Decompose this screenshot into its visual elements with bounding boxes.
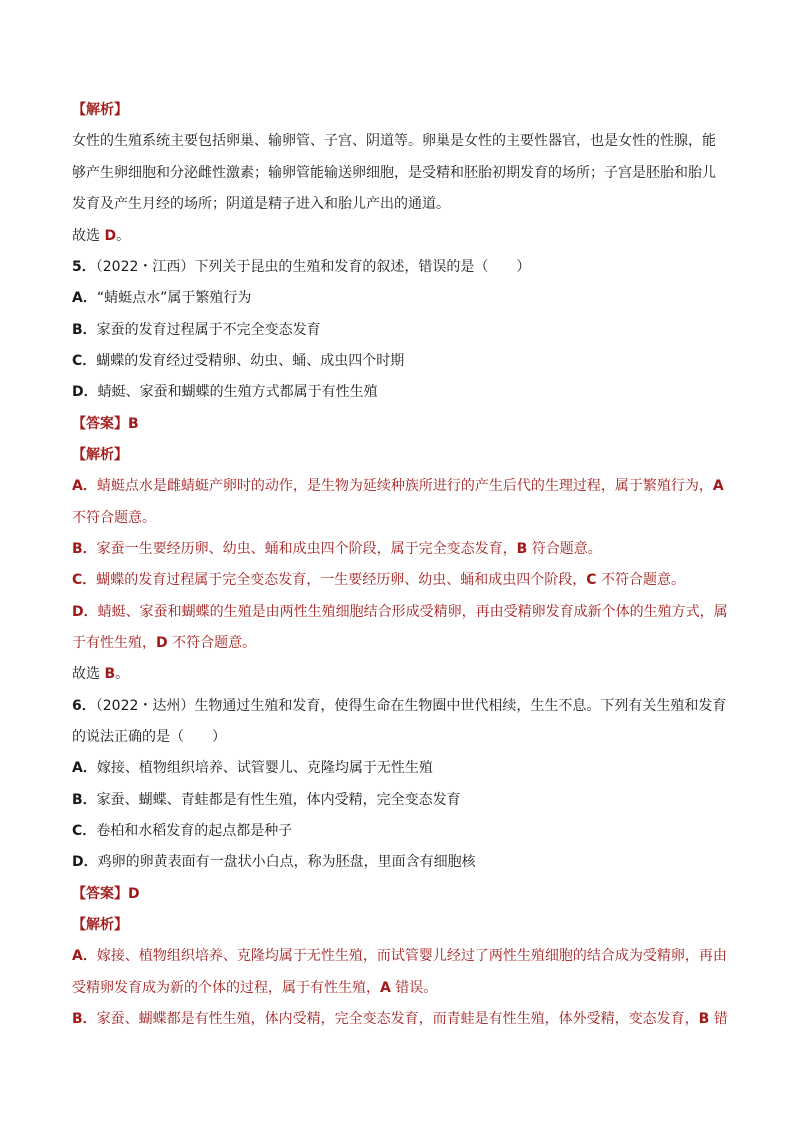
question-5-stem: 5．（2022・江西）下列关于昆虫的生殖和发育的叙述，错误的是（ ） — [72, 259, 531, 275]
question-6-stem-continued: 的说法正确的是（ ） — [72, 729, 226, 745]
analysis-text-line: D．蜻蜓、家蚕和蝴蝶的生殖是由两性生殖细胞结合形成受精卵，再由受精卵发育成新个体的生殖方式，属 — [72, 604, 728, 620]
analysis-text-line: B．家蚕、蝴蝶都是有性生殖，体内受精，完全变态发育，而青蛙是有性生殖，体外受精，变态发育，B 错 — [72, 1011, 728, 1027]
question-5-option-d: D．蜻蜓、家蚕和蝴蝶的生殖方式都属于有性生殖 — [72, 384, 378, 400]
question-6-stem: 6．（2022・达州）生物通过生殖和发育，使得生命在生物圈中世代相续，生生不息。下列有关生殖和发育 — [72, 698, 727, 714]
answer-line-q6: 【答案】D — [72, 886, 140, 902]
analysis-text-line: A．嫁接、植物组织培养、克隆均属于无性生殖，而试管婴儿经过了两性生殖细胞的结合成为受精卵，再由 — [72, 948, 727, 964]
analysis-text-line: 不符合题意。 — [72, 510, 156, 526]
analysis-text-line: C．蝴蝶的发育过程属于完全变态发育，一生要经历卵、幼虫、蛹和成虫四个阶段，C 不符合题意。 — [72, 572, 686, 588]
analysis-text-line: 够产生卵细胞和分泌雌性激素；输卵管能输送卵细胞，是受精和胚胎初期发育的场所；子宫是胚胎和胎儿 — [72, 165, 716, 181]
analysis-text-line: 女性的生殖系统主要包括卵巢、输卵管、子宫、阴道等。卵巢是女性的主要性器官，也是女性的性腺，能 — [72, 133, 716, 149]
analysis-text-line: 于有性生殖，D 不符合题意。 — [72, 635, 257, 651]
question-6-option-b: B．家蚕、蝴蝶、青蛙都是有性生殖，体内受精，完全变态发育 — [72, 792, 461, 808]
analysis-heading-q6: 【解析】 — [72, 917, 128, 933]
conclusion-line: 故选 D。 — [72, 228, 131, 244]
answer-line-q5: 【答案】B — [72, 416, 139, 432]
analysis-text-line: B．家蚕一生要经历卵、幼虫、蛹和成虫四个阶段，属于完全变态发育，B 符合题意。 — [72, 541, 602, 557]
analysis-heading-q5: 【解析】 — [72, 447, 128, 463]
analysis-text-line: A．蜻蜓点水是雌蜻蜓产卵时的动作，是生物为延续种族所进行的产生后代的生理过程，属于繁殖行为，A — [72, 478, 724, 494]
question-5-option-c: C．蝴蝶的发育经过受精卵、幼虫、蛹、成虫四个时期 — [72, 353, 405, 369]
analysis-heading-q4: 【解析】 — [72, 102, 128, 118]
analysis-text-line: 发育及产生月经的场所；阴道是精子进入和胎儿产出的通道。 — [72, 196, 450, 212]
question-6-option-a: A．嫁接、植物组织培养、试管婴儿、克隆均属于无性生殖 — [72, 760, 433, 776]
conclusion-line: 故选 B。 — [72, 666, 130, 682]
question-6-option-c: C．卷柏和水稻发育的起点都是种子 — [72, 823, 293, 839]
analysis-text-line: 受精卵发育成为新的个体的过程，属于有性生殖，A 错误。 — [72, 980, 438, 996]
question-6-option-d: D．鸡卵的卵黄表面有一盘状小白点，称为胚盘，里面含有细胞核 — [72, 854, 476, 870]
question-5-option-a: A．“蜻蜓点水”属于繁殖行为 — [72, 290, 252, 306]
question-5-option-b: B．家蚕的发育过程属于不完全变态发育 — [72, 322, 321, 338]
